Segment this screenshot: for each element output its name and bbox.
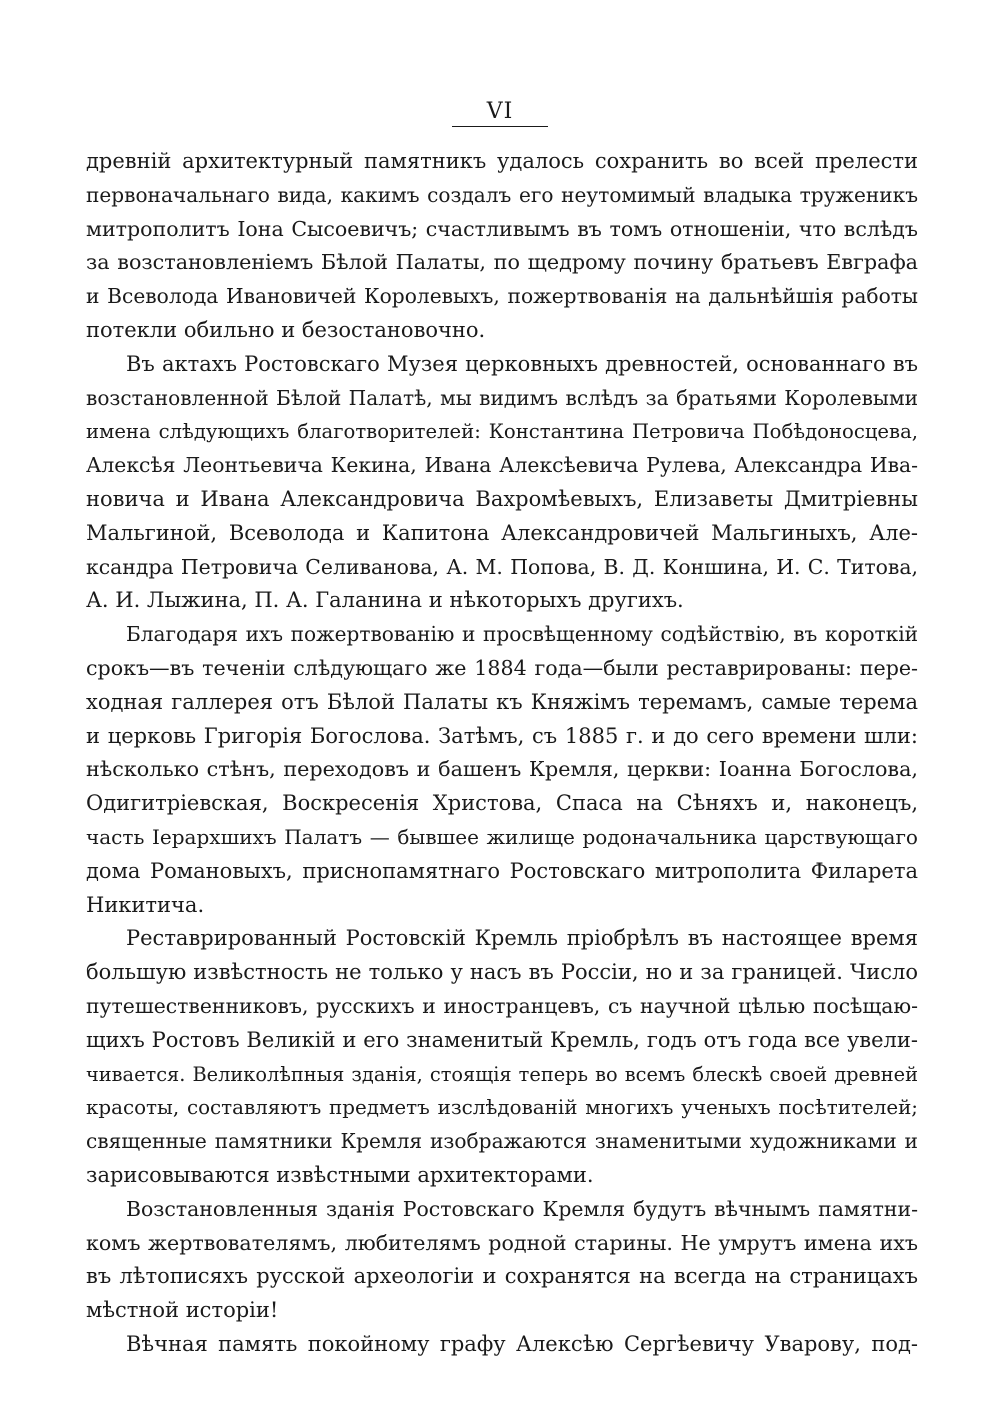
text-line: Алексѣя Леонтьевича Кекина, Ивана Алексѣевича Рулева, Александра Ива-: [86, 453, 918, 478]
text-line: Одигитріевская, Воскресенія Христова, Спаса на Сѣняхъ и, наконецъ,: [86, 791, 918, 816]
text-line: зарисовываются извѣстными архитекторами.: [86, 1162, 594, 1187]
text-line: возстановленной Бѣлой Палатѣ, мы видимъ вслѣдъ за братьями Королевыми: [86, 385, 918, 410]
text-line: нѣсколько стѣнъ, переходовъ и башенъ Кремля, церкви: Іоанна Богослова,: [86, 757, 918, 782]
text-line: новича и Ивана Александровича Вахромѣевыхъ, Елизаветы Дмитріевны: [86, 486, 918, 511]
text-line: ходная галлерея отъ Бѣлой Палаты къ Княжімъ теремамъ, самые терема: [86, 689, 918, 714]
text-line: комъ жертвователямъ, любителямъ родной старины. Не умрутъ имена ихъ: [86, 1230, 918, 1255]
text-line: Благодаря ихъ пожертвованію и просвѣщенному содѣйствію, въ короткій: [126, 622, 918, 647]
text-line: красоты, составляютъ предметъ изслѣдованій многихъ ученыхъ посѣтителей;: [86, 1096, 918, 1120]
text-line: потекли обильно и безостановочно.: [86, 317, 486, 342]
text-line: Мальгиной, Всеволода и Капитона Александровичей Мальгиныхъ, Але-: [86, 520, 918, 545]
text-line: древній архитектурный памятникъ удалось сохранить во всей прелести: [86, 149, 918, 173]
text-line: часть Іерархшихъ Палатъ — бывшее жилище родоначальника царствующаго: [86, 824, 918, 849]
text-line: путешественниковъ, русскихъ и иностранцевъ, съ научной цѣлью посѣщаю-: [86, 993, 918, 1018]
text-line: Реставрированный Ростовскій Кремль пріобрѣлъ въ настоящее время: [126, 926, 918, 951]
text-line: ксандра Петровича Селиванова, А. М. Попова, В. Д. Коншина, И. С. Титова,: [86, 554, 918, 579]
text-line: чивается. Великолѣпныя зданія, стоящія теперь во всемъ блескѣ своей древней: [86, 1062, 918, 1086]
text-line: мѣстной исторіи!: [86, 1298, 279, 1323]
text-line: въ лѣтописяхъ русской археологіи и сохранятся на всегда на страницахъ: [86, 1264, 918, 1289]
text-line: Никитича.: [86, 892, 205, 917]
text-line: священные памятники Кремля изображаются знаменитыми художниками и: [86, 1129, 918, 1154]
text-line: щихъ Ростовъ Великій и его знаменитый Кремль, годъ отъ года все увели-: [86, 1027, 918, 1052]
text-line: митрополитъ Іона Сысоевичъ; счастливымъ въ томъ отношеніи, что вслѣдъ: [86, 216, 918, 241]
text-line: за возстановленіемъ Бѣлой Палаты, по щедрому почину братьевъ Евграфа: [86, 250, 918, 275]
text-line: и церковь Григорія Богослова. Затѣмъ, съ 1885 г. и до сего времени шли:: [86, 723, 918, 748]
text-line: Въ актахъ Ростовскаго Музея церковныхъ древностей, основаннаго въ: [126, 351, 918, 376]
text-line: и Всеволода Ивановичей Королевыхъ, пожертвованія на дальнѣйшія работы: [86, 284, 918, 309]
text-line: А. И. Лыжина, П. А. Галанина и нѣкоторыхъ другихъ.: [86, 588, 684, 613]
page-number: VI: [486, 99, 514, 124]
text-line: большую извѣстность не только у насъ въ Россіи, но и за границей. Число: [86, 960, 918, 985]
text-line: Возстановленныя зданія Ростовскаго Кремля будутъ вѣчнымъ памятни-: [126, 1196, 918, 1221]
text-line: первоначальнаго вида, какимъ создалъ его неутомимый владыка труженикъ: [86, 182, 918, 207]
text-line: дома Романовыхъ, приснопамятнаго Ростовскаго митрополита Филарета: [86, 858, 918, 883]
body-text: [86, 145, 918, 1362]
text-line: Вѣчная память покойному графу Алексѣю Сергѣевичу Уварову, под-: [126, 1331, 918, 1356]
text-line: имена слѣдующихъ благотворителей: Константина Петровича Побѣдоносцева,: [86, 420, 918, 444]
page-number-rule: [452, 126, 548, 127]
text-line: срокъ—въ теченіи слѣдующаго же 1884 года—были реставрированы: пере-: [86, 655, 918, 680]
